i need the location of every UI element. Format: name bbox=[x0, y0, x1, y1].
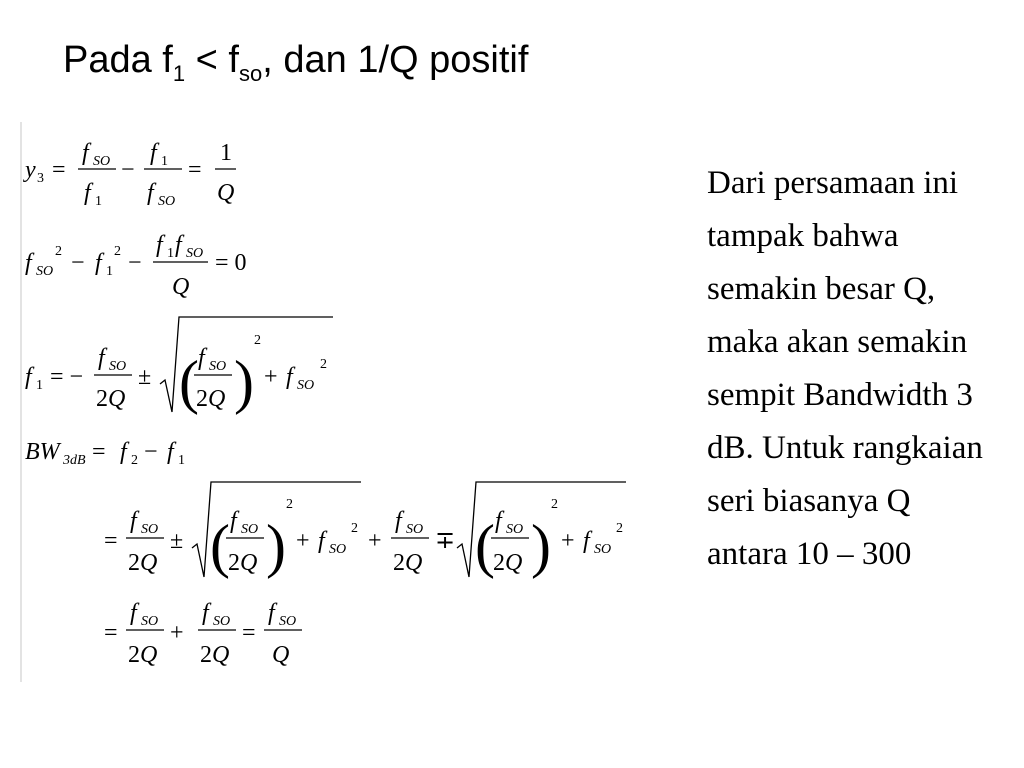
svg-text:f: f bbox=[147, 180, 154, 206]
svg-text:SO: SO bbox=[158, 194, 176, 209]
svg-text:=: = bbox=[104, 528, 118, 554]
svg-text:=: = bbox=[52, 157, 66, 183]
svg-text:+: + bbox=[264, 364, 278, 390]
svg-text:2Q: 2Q bbox=[493, 550, 523, 576]
explanation-line: tampak bahwa bbox=[707, 218, 899, 254]
svg-text:SO: SO bbox=[186, 246, 204, 261]
explanation-line: seri biasanya Q bbox=[707, 483, 911, 519]
svg-text:+: + bbox=[296, 528, 310, 554]
svg-text:BW: BW bbox=[25, 439, 60, 465]
equation-line-1 bbox=[23, 140, 236, 209]
svg-text:3: 3 bbox=[37, 171, 44, 186]
svg-text:+: + bbox=[561, 528, 575, 554]
slide-title: Pada $f_1 < f_{so}$, dan 1/Q positif bbox=[63, 39, 529, 86]
svg-text:Q: Q bbox=[172, 274, 190, 300]
svg-text:=: = bbox=[242, 620, 256, 646]
svg-text:3dB: 3dB bbox=[63, 453, 86, 468]
svg-text:SO: SO bbox=[109, 359, 127, 374]
svg-text:=: = bbox=[188, 157, 202, 183]
svg-text:−: − bbox=[128, 250, 142, 276]
svg-text:f: f bbox=[82, 140, 89, 166]
svg-text:SO: SO bbox=[93, 154, 111, 169]
explanation-line: semakin besar Q, bbox=[707, 271, 936, 307]
svg-text:2Q: 2Q bbox=[200, 642, 230, 668]
svg-text:SO: SO bbox=[279, 614, 297, 629]
svg-text:y: y bbox=[25, 157, 36, 183]
svg-text:1: 1 bbox=[95, 194, 102, 209]
svg-text:f: f bbox=[130, 508, 137, 534]
svg-text:SO: SO bbox=[506, 522, 524, 537]
explanation-text bbox=[707, 157, 1017, 581]
svg-text:f: f bbox=[156, 232, 163, 258]
svg-text:2: 2 bbox=[551, 497, 558, 512]
svg-text:f: f bbox=[98, 345, 105, 371]
svg-text:f: f bbox=[120, 439, 127, 465]
svg-text:1: 1 bbox=[161, 154, 168, 169]
equation-line-6 bbox=[104, 600, 302, 668]
svg-text:+: + bbox=[368, 528, 382, 554]
svg-text:1: 1 bbox=[36, 378, 43, 393]
explanation-line: sempit Bandwidth 3 bbox=[707, 377, 973, 413]
equation-line-2 bbox=[25, 232, 247, 300]
svg-text:±: ± bbox=[138, 364, 152, 390]
svg-text:1: 1 bbox=[178, 453, 185, 468]
svg-text:1: 1 bbox=[106, 264, 113, 279]
svg-text:f: f bbox=[150, 140, 157, 166]
equation-line-5 bbox=[104, 482, 626, 579]
svg-text:SO: SO bbox=[141, 522, 159, 537]
svg-text:SO: SO bbox=[406, 522, 424, 537]
svg-text:=: = bbox=[92, 439, 106, 465]
svg-text:f: f bbox=[167, 439, 174, 465]
svg-text:1: 1 bbox=[167, 246, 174, 261]
explanation-line: dB. Untuk rangkaian bbox=[707, 430, 983, 466]
svg-text:f: f bbox=[495, 508, 502, 534]
svg-text:f: f bbox=[175, 232, 182, 258]
svg-text:±: ± bbox=[170, 528, 184, 554]
svg-text:−: − bbox=[71, 250, 85, 276]
equation-line-4 bbox=[25, 439, 185, 468]
svg-text:2Q: 2Q bbox=[196, 386, 226, 412]
svg-text:=: = bbox=[104, 620, 118, 646]
svg-text:f: f bbox=[318, 528, 325, 554]
svg-text:f: f bbox=[84, 180, 91, 206]
svg-text:f: f bbox=[130, 600, 137, 626]
explanation-line: Dari persamaan ini bbox=[707, 165, 959, 201]
svg-text:−: − bbox=[121, 157, 135, 183]
svg-text:2: 2 bbox=[286, 497, 293, 512]
svg-text:2Q: 2Q bbox=[228, 550, 258, 576]
svg-text:f: f bbox=[268, 600, 275, 626]
svg-text:∓: ∓ bbox=[435, 528, 456, 554]
svg-text:f: f bbox=[286, 364, 293, 390]
svg-text:SO: SO bbox=[213, 614, 231, 629]
svg-text:f: f bbox=[230, 508, 237, 534]
svg-text:2Q: 2Q bbox=[96, 386, 126, 412]
svg-text:SO: SO bbox=[36, 264, 54, 279]
svg-text:+: + bbox=[170, 620, 184, 646]
svg-text:f: f bbox=[395, 508, 402, 534]
svg-text:2: 2 bbox=[616, 521, 623, 536]
svg-text:SO: SO bbox=[297, 378, 315, 393]
equation-line-3 bbox=[25, 317, 333, 415]
svg-text:f: f bbox=[202, 600, 209, 626]
svg-text:f: f bbox=[583, 528, 590, 554]
svg-text:= 0: = 0 bbox=[215, 250, 247, 276]
svg-text:1: 1 bbox=[220, 140, 232, 166]
svg-text:2: 2 bbox=[320, 357, 327, 372]
svg-text:): ) bbox=[266, 513, 286, 579]
svg-text:Q: Q bbox=[217, 180, 235, 206]
svg-text:2Q: 2Q bbox=[393, 550, 423, 576]
svg-text:(: ( bbox=[475, 513, 495, 579]
svg-text:f: f bbox=[25, 250, 32, 276]
svg-text:SO: SO bbox=[141, 614, 159, 629]
svg-text:2: 2 bbox=[254, 333, 261, 348]
svg-text:SO: SO bbox=[209, 359, 227, 374]
svg-text:(: ( bbox=[210, 513, 230, 579]
svg-text:2: 2 bbox=[114, 244, 121, 259]
svg-text:f: f bbox=[95, 250, 102, 276]
svg-text:= −: = − bbox=[50, 364, 84, 390]
svg-text:Q: Q bbox=[272, 642, 290, 668]
svg-text:2: 2 bbox=[55, 244, 62, 259]
equation-derivation bbox=[20, 122, 630, 682]
svg-text:(: ( bbox=[179, 349, 199, 415]
svg-text:): ) bbox=[531, 513, 551, 579]
svg-text:SO: SO bbox=[241, 522, 259, 537]
svg-text:2: 2 bbox=[351, 521, 358, 536]
svg-text:f: f bbox=[198, 345, 205, 371]
svg-text:2: 2 bbox=[131, 453, 138, 468]
svg-text:f: f bbox=[25, 364, 32, 390]
svg-text:2Q: 2Q bbox=[128, 550, 158, 576]
svg-text:−: − bbox=[144, 439, 158, 465]
explanation-line: maka akan semakin bbox=[707, 324, 968, 360]
equation-image bbox=[20, 122, 630, 682]
svg-text:SO: SO bbox=[594, 542, 612, 557]
svg-text:2Q: 2Q bbox=[128, 642, 158, 668]
svg-text:): ) bbox=[234, 349, 254, 415]
svg-text:SO: SO bbox=[329, 542, 347, 557]
explanation-line: antara 10 – 300 bbox=[707, 536, 912, 572]
